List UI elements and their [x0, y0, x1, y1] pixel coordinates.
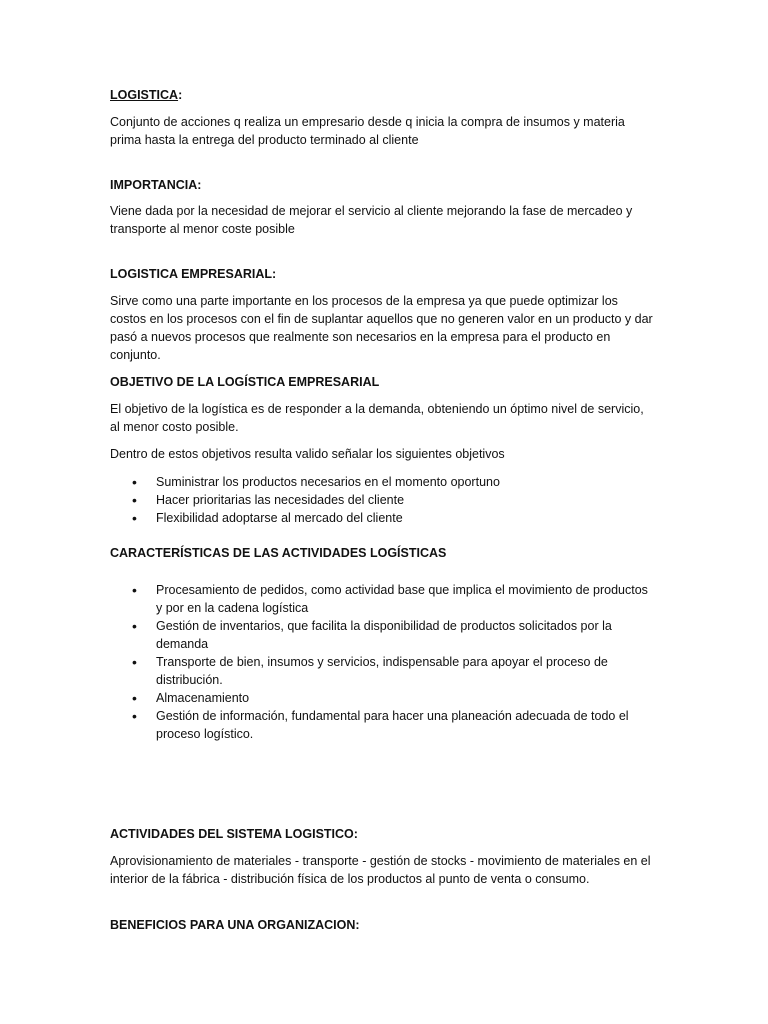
paragraph-objetivo-intro: Dentro de estos objetivos resulta valido señalar los siguientes objetivos	[110, 447, 505, 461]
list-item: • Flexibilidad adoptarse al mercado del cliente	[110, 509, 655, 527]
paragraph-importancia: Viene dada por la necesidad de mejorar el servicio al cliente mejorando la fase de mercadeo y transporte al menor coste posible	[110, 204, 633, 236]
heading-logistica-text: LOGISTICA	[110, 88, 179, 102]
heading-logistica-colon: :	[178, 88, 183, 102]
heading-beneficios: BENEFICIOS PARA UNA ORGANIZACION:	[110, 918, 360, 932]
list-item: • Suministrar los productos necesarios en el momento oportuno	[110, 473, 655, 491]
list-item: • Almacenamiento	[110, 689, 655, 707]
heading-logistica	[110, 86, 655, 104]
heading-actividades: ACTIVIDADES DEL SISTEMA LOGISTICO:	[110, 827, 358, 841]
list-caracteristicas	[110, 581, 655, 743]
paragraph-logistica: Conjunto de acciones q realiza un empresario desde q inicia la compra de insumos y materia prima hasta la entrega del producto terminado al cliente	[110, 115, 625, 147]
paragraph-actividades: Aprovisionamiento de materiales - transporte - gestión de stocks - movimiento de materiales en el interior de la fábrica - distribución física de los productos al punto de venta o consumo.	[110, 854, 651, 886]
list-item: • Procesamiento de pedidos, como actividad base que implica el movimiento de productos y por en la cadena logística	[110, 581, 655, 617]
list-item: • Gestión de información, fundamental para hacer una planeación adecuada de todo el proceso logístico.	[110, 707, 655, 743]
list-objetivos	[110, 473, 655, 527]
heading-caracteristicas: CARACTERÍSTICAS DE LAS ACTIVIDADES LOGÍSTICAS	[110, 546, 447, 560]
list-item: • Hacer prioritarias las necesidades del cliente	[110, 491, 655, 509]
heading-objetivo: OBJETIVO DE LA LOGÍSTICA EMPRESARIAL	[110, 375, 380, 389]
paragraph-logistica-empresarial: Sirve como una parte importante en los procesos de la empresa ya que puede optimizar los costos en los procesos con el fin de suplantar aquellos que no generen valor en un producto y dar pasó a nuevos procesos que realmente son necesarios en la empresa para el producto en conjunto.	[110, 294, 653, 362]
list-item: • Transporte de bien, insumos y servicios, indispensable para apoyar el proceso de distribución.	[110, 653, 655, 689]
list-item: • Gestión de inventarios, que facilita la disponibilidad de productos solicitados por la demanda	[110, 617, 655, 653]
paragraph-objetivo: El objetivo de la logística es de responder a la demanda, obteniendo un óptimo nivel de servicio, al menor costo posible.	[110, 402, 644, 434]
heading-importancia: IMPORTANCIA:	[110, 178, 202, 192]
heading-logistica-empresarial: LOGISTICA EMPRESARIAL:	[110, 267, 277, 281]
